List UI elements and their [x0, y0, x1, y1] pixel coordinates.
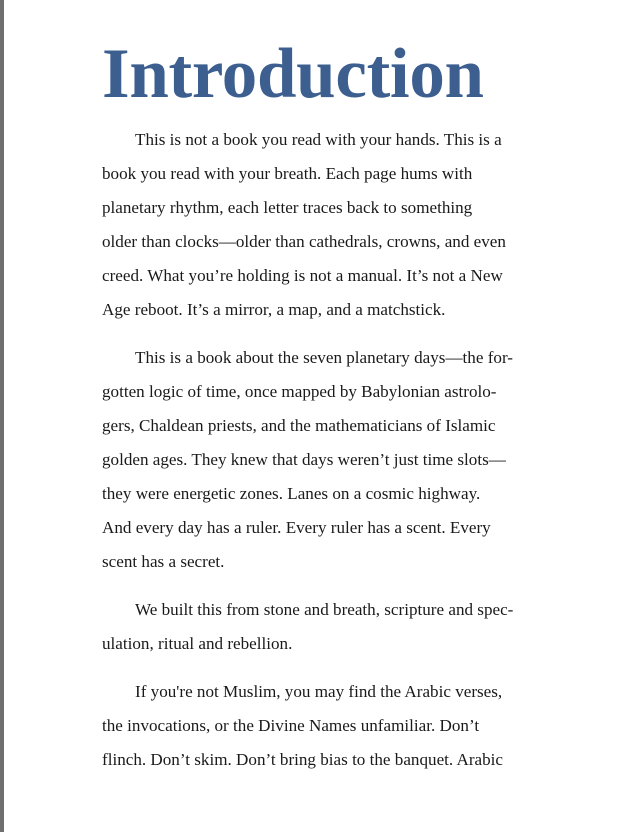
- text-line: older than clocks—older than cathedrals, crowns, and even: [102, 232, 506, 251]
- text-line: gers, Chaldean priests, and the mathematicians of Islamic: [102, 416, 496, 435]
- text-line: gotten logic of time, once mapped by Babylonian astrolo-: [102, 382, 497, 401]
- paragraph: [102, 593, 588, 661]
- document-page: [102, 34, 588, 791]
- text-line: the invocations, or the Divine Names unfamiliar. Don’t: [102, 716, 480, 735]
- paragraph: [102, 675, 588, 777]
- page-title: Introduction: [102, 35, 484, 113]
- text-line: And every day has a ruler. Every ruler has a scent. Every: [102, 518, 491, 537]
- paragraph: [102, 341, 588, 579]
- text-line: flinch. Don’t skim. Don’t bring bias to the banquet. Arabic: [102, 750, 504, 769]
- text-line: they were energetic zones. Lanes on a cosmic highway.: [102, 484, 481, 503]
- text-line: ulation, ritual and rebellion.: [102, 634, 293, 653]
- text-line: We built this from stone and breath, scripture and spec-: [135, 600, 514, 619]
- text-line: golden ages. They knew that days weren’t just time slots—: [102, 450, 506, 469]
- text-line: If you're not Muslim, you may find the Arabic verses,: [135, 682, 503, 701]
- text-line: This is a book about the seven planetary days—the for-: [135, 348, 513, 367]
- paragraph: [102, 123, 588, 327]
- text-line: Age reboot. It’s a mirror, a map, and a matchstick.: [102, 300, 446, 319]
- page-left-border: [0, 0, 4, 832]
- text-line: scent has a secret.: [102, 552, 225, 571]
- text-line: book you read with your breath. Each page hums with: [102, 164, 473, 183]
- text-line: planetary rhythm, each letter traces back to something: [102, 198, 473, 217]
- body-text: [102, 123, 588, 777]
- text-line: This is not a book you read with your hands. This is a: [135, 130, 502, 149]
- text-line: creed. What you’re holding is not a manual. It’s not a New: [102, 266, 503, 285]
